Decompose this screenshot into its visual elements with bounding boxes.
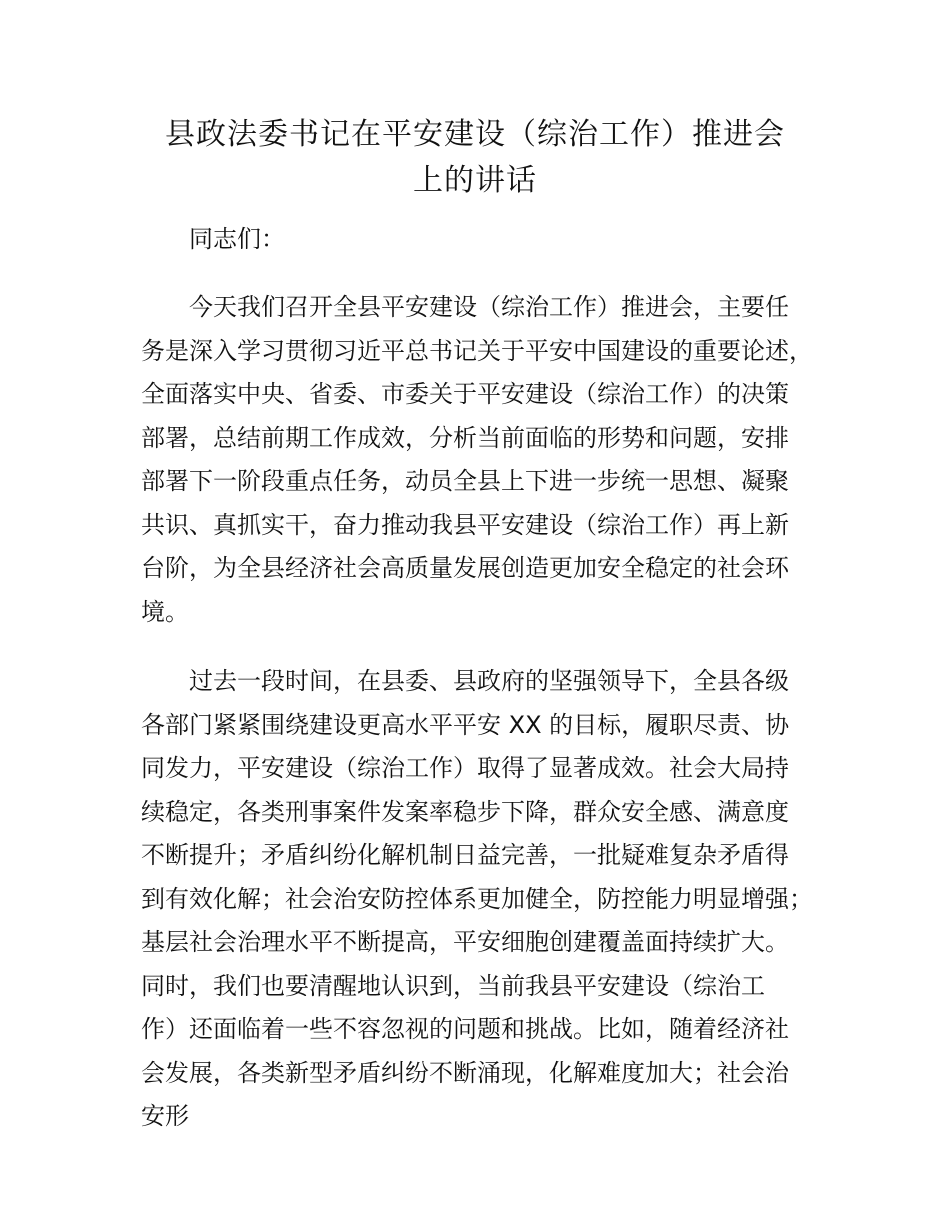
salutation: 同志们： [189, 225, 285, 253]
paragraph-line: 同发力，平安建设（综治工作）取得了显著成效。社会大局持 [141, 754, 789, 782]
paragraph-1 [141, 286, 831, 634]
document-title [140, 112, 810, 204]
paragraph-line: 同时，我们也要清醒地认识到，当前我县平安建设（综治工 [141, 971, 765, 1000]
paragraph-line: 部署，总结前期工作成效，分析当前面临的形势和问题，安排 [141, 423, 789, 452]
title-line-2: 上的讲话 [413, 163, 537, 198]
paragraph-line: 全面落实中央、省委、市委关于平安建设（综治工作）的决策 [141, 380, 789, 408]
paragraph-line: 共识、真抓实干，奋力推动我县平安建设（综治工作）再上新 [141, 510, 789, 539]
paragraph-line: 台阶，为全县经济社会高质量发展创造更加安全稳定的社会环 [141, 554, 789, 582]
paragraph-2 [141, 660, 831, 1139]
paragraph-line: 境。 [141, 597, 189, 626]
paragraph-line: 务是深入学习贯彻习近平总书记关于平安中国建设的重要论述， [141, 336, 813, 365]
paragraph-line: 作）还面临着一些不容忽视的问题和挑战。比如，随着经济社 [141, 1015, 789, 1043]
paragraph-line: 过去一段时间，在县委、县政府的坚强领导下，全县各级 [189, 667, 789, 695]
paragraph-line: 今天我们召开全县平安建设（综治工作）推进会，主要任 [189, 293, 789, 321]
paragraph-line: 不断提升；矛盾纠纷化解机制日益完善，一批疑难复杂矛盾得 [141, 841, 789, 869]
paragraph-line: 会发展，各类新型矛盾纠纷不断涌现，化解难度加大；社会治 [141, 1058, 789, 1087]
paragraph-line: 基层社会治理水平不断提高，平安细胞创建覆盖面持续扩大。 [141, 928, 789, 956]
document-body [141, 218, 831, 1139]
title-line-1: 县政法委书记在平安建设（综治工作）推进会 [165, 117, 785, 152]
paragraph-line: 续稳定，各类刑事案件发案率稳步下降，群众安全感、满意度 [141, 797, 789, 826]
paragraph-line: 到有效化解；社会治安防控体系更加健全，防控能力明显增强； [141, 884, 813, 913]
paragraph-line: 各部门紧紧围绕建设更高水平平安 XX 的目标，履职尽责、协 [141, 710, 790, 739]
paragraph-line: 部署下一阶段重点任务，动员全县上下进一步统一思想、凝聚 [141, 467, 789, 495]
paragraph-line: 安形 [141, 1102, 189, 1130]
